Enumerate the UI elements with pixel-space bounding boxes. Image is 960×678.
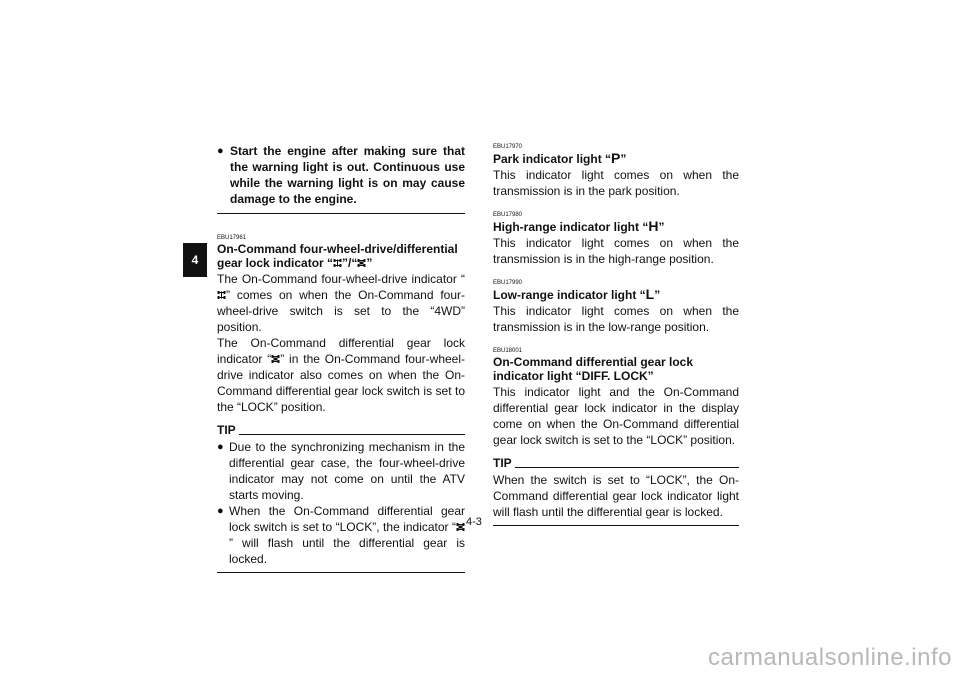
tip-header (217, 423, 465, 437)
heading-line-2-post: ” (366, 256, 373, 270)
section-code: EBU17980 (493, 212, 523, 218)
section-heading (217, 242, 465, 270)
section-heading (493, 219, 739, 234)
section-code: EBU17990 (493, 280, 523, 286)
low-range-section (493, 279, 739, 335)
tip-bullet-text: Due to the synchronizing mechanism in the differential gear case, the four-wheel-drive indicator may not come on until the ATV starts moving. (229, 440, 465, 502)
bullet-icon: ● (217, 145, 224, 157)
bullet-icon: ● (217, 505, 224, 517)
four-wd-paragraph (217, 271, 465, 335)
tip-header (493, 456, 739, 470)
tip-text: When the switch is set to “LOCK”, the On-Command differential gear lock indicator light will flash until the differential gear is locked. (493, 473, 739, 519)
tip-bullet2-post: ” will flash until the differential gear is locked. (229, 536, 465, 566)
tip-bullet-text (229, 503, 465, 567)
four-wheel-drive-icon (217, 290, 226, 300)
watermark: carmanualsonline.info (708, 644, 952, 671)
tip-rule (239, 434, 465, 435)
warning-item (217, 143, 465, 207)
para1-post: ” comes on when the On-Command four-wheel-drive switch is set to the “4WD” position. (217, 288, 465, 334)
tip-block (217, 423, 465, 573)
heading-pre: Park indicator light “ (493, 152, 612, 166)
section-code: EBU18001 (493, 348, 523, 354)
section-heading (493, 287, 739, 302)
para2-pre: The On-Command differential gear lock indicator “ (217, 336, 465, 366)
warning-text: Start the engine after making sure that the warning light is out. Continuous use while the warning light is on may cause damage to the engine. (230, 144, 465, 206)
para2-post: ” in the On-Command four-wheel-drive indicator also comes on when the On-Command differential gear lock switch is set to the “LOCK” position. (217, 352, 465, 414)
park-p-icon: P (611, 150, 621, 166)
heading-post: ” (620, 152, 627, 166)
four-wheel-drive-icon (333, 258, 342, 268)
low-l-icon: L (645, 286, 655, 302)
tip-body (217, 439, 465, 573)
para1-pre: The On-Command four-wheel-drive indicator “ (217, 272, 465, 286)
heading-pre: Low-range indicator light “ (493, 288, 646, 302)
tip-rule (515, 467, 739, 468)
high-h-icon: H (648, 218, 659, 234)
heading-post: ” (658, 220, 665, 234)
chapter-tab: 4 (183, 243, 207, 277)
section-code: EBU17970 (493, 144, 523, 150)
tip-label: TIP (217, 423, 236, 437)
heading-line-2-pre: gear lock indicator “ (217, 256, 334, 270)
tip-body (493, 472, 739, 526)
tip-block (493, 456, 739, 526)
page-number: 4-3 (466, 516, 482, 528)
left-column (217, 143, 465, 585)
diff-lock-icon (271, 354, 280, 364)
heading-post: ” (654, 288, 661, 302)
right-column (493, 143, 739, 526)
diff-lock-section (493, 347, 739, 526)
section-heading: On-Command differential gear lock indicator light “DIFF. LOCK” (493, 355, 694, 383)
park-text: This indicator light comes on when the transmission is in the park position. (493, 168, 739, 198)
high-range-section (493, 211, 739, 267)
park-section (493, 143, 739, 199)
warning-block (217, 143, 465, 214)
tip-bullet (217, 503, 465, 567)
diff-lock-paragraph (217, 335, 465, 415)
section-heading (493, 151, 739, 166)
tip-label: TIP (493, 456, 512, 470)
tip-bullet (217, 439, 465, 503)
heading-line-2-mid: ”/“ (342, 256, 358, 270)
section-code: EBU17961 (217, 235, 247, 241)
tip-bullet2-pre: When the On-Command differential gear lock switch is set to “LOCK”, the indicator “ (229, 504, 465, 534)
bullet-icon: ● (217, 441, 224, 453)
four-wd-section (217, 234, 465, 573)
low-text: This indicator light comes on when the transmission is in the low-range position. (493, 304, 739, 334)
high-text: This indicator light comes on when the transmission is in the high-range position. (493, 236, 739, 266)
diff-text: This indicator light and the On-Command differential gear lock indicator in the display come on when the On-Command differential gear lock switch is set to the “LOCK” position. (493, 385, 739, 447)
heading-pre: High-range indicator light “ (493, 220, 649, 234)
heading-line-1: On-Command four-wheel-drive/differential (217, 242, 458, 256)
diff-lock-icon (456, 522, 465, 532)
